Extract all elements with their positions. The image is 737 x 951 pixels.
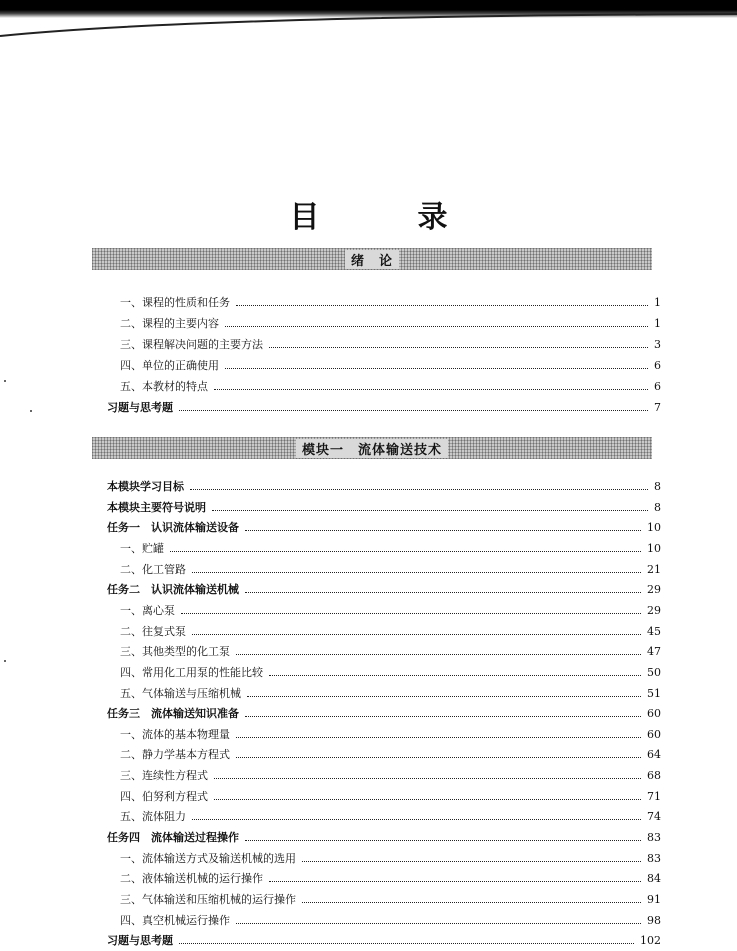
- toc-entry-label: 一、流体输送方式及输送机械的选用: [120, 851, 296, 865]
- toc-leader-dots: [269, 675, 641, 676]
- toc-entry-label: 二、往复式泵: [120, 624, 186, 638]
- toc-leader-dots: [181, 613, 641, 614]
- toc-page-number: 8: [654, 500, 661, 514]
- toc-leader-dots: [269, 881, 641, 882]
- toc-entry-label: 习题与思考题: [107, 401, 173, 414]
- toc-leader-dots: [225, 326, 648, 327]
- toc-page-number: 29: [647, 603, 661, 617]
- toc-leader-dots: [302, 861, 641, 862]
- toc-page-number: 71: [647, 789, 661, 803]
- toc-entry-label: 本模块学习目标: [107, 480, 184, 493]
- toc-page-number: 83: [647, 851, 661, 865]
- toc-entry: [120, 563, 661, 577]
- toc-leader-dots: [214, 389, 648, 390]
- toc-page-number: 102: [640, 934, 661, 948]
- toc-entry: [120, 687, 661, 701]
- toc-leader-dots: [179, 943, 634, 944]
- toc-entry-label: 二、课程的主要内容: [120, 317, 219, 330]
- section-banner-intro: [92, 248, 652, 270]
- toc-entry: [120, 852, 661, 866]
- toc-entry-label: 一、离心泵: [120, 603, 175, 617]
- toc-entry-label: 五、流体阻力: [120, 810, 186, 824]
- toc-page-number: 50: [647, 665, 661, 679]
- toc-leader-dots: [225, 368, 648, 369]
- toc-page-number: 74: [647, 810, 661, 824]
- toc-entry-label: 任务二 认识流体输送机械: [107, 583, 239, 597]
- toc-page-number: 6: [654, 380, 661, 393]
- toc-entry-label: 本模块主要符号说明: [107, 500, 206, 514]
- section-heading: 绪 论: [345, 250, 399, 269]
- toc-leader-dots: [192, 634, 641, 635]
- toc-entry: [120, 625, 661, 639]
- toc-entry: [120, 748, 661, 762]
- toc-entry: [107, 934, 661, 948]
- toc-entry: [120, 810, 661, 824]
- toc-leader-dots: [269, 347, 648, 348]
- toc-leader-dots: [302, 902, 641, 903]
- toc-entry-label: 一、流体的基本物理量: [120, 727, 230, 741]
- toc-leader-dots: [170, 551, 641, 552]
- toc-leader-dots: [214, 799, 641, 800]
- toc-entry: [107, 707, 661, 721]
- toc-entry: [107, 521, 661, 535]
- toc-leader-dots: [236, 654, 641, 655]
- toc-page-number: 98: [647, 913, 661, 927]
- toc-leader-dots: [236, 737, 641, 738]
- toc-page-number: 3: [654, 338, 661, 351]
- toc-page-number: 51: [647, 686, 661, 700]
- toc-page-number: 1: [654, 317, 661, 330]
- toc-page-number: 60: [647, 727, 661, 741]
- toc-leader-dots: [212, 510, 648, 511]
- toc-entry-label: 三、其他类型的化工泵: [120, 645, 230, 659]
- toc-entry-label: 四、单位的正确使用: [120, 359, 219, 372]
- toc-leader-dots: [236, 305, 648, 306]
- toc-entry-label: 三、连续性方程式: [120, 769, 208, 783]
- toc-leader-dots: [245, 530, 641, 531]
- toc-entry-label: 一、课程的性质和任务: [120, 296, 230, 309]
- toc-leader-dots: [192, 819, 641, 820]
- toc-entry-label: 五、气体输送与压缩机械: [120, 686, 241, 700]
- toc-page-number: 60: [647, 707, 661, 721]
- toc-entry: [120, 790, 661, 804]
- toc-entry: [120, 769, 661, 783]
- toc-leader-dots: [236, 757, 641, 758]
- toc-leader-dots: [236, 923, 641, 924]
- toc-entry-label: 习题与思考题: [107, 934, 173, 948]
- toc-entry-label: 任务一 认识流体输送设备: [107, 521, 239, 535]
- toc-entry: [120, 317, 661, 331]
- toc-entry: [120, 380, 661, 394]
- toc-leader-dots: [190, 489, 648, 490]
- toc-entry: [120, 542, 661, 556]
- toc-entry-label: 三、课程解决问题的主要方法: [120, 338, 263, 351]
- toc-entry-label: 二、液体输送机械的运行操作: [120, 872, 263, 886]
- toc-entry: [107, 501, 661, 515]
- toc-page-number: 21: [647, 562, 661, 576]
- toc-entry: [120, 914, 661, 928]
- toc-entry: [107, 583, 661, 597]
- toc-entry-label: 四、真空机械运行操作: [120, 913, 230, 927]
- toc-page-number: 84: [647, 872, 661, 886]
- toc-entry: [120, 666, 661, 680]
- toc-leader-dots: [247, 696, 641, 697]
- toc-entry: [120, 604, 661, 618]
- toc-leader-dots: [192, 572, 641, 573]
- scan-speck: [4, 660, 6, 662]
- page-edge-curve: [0, 8, 737, 38]
- toc-entry-label: 四、伯努利方程式: [120, 789, 208, 803]
- toc-entry: [120, 338, 661, 352]
- toc-page-number: 10: [647, 541, 661, 555]
- toc-page-number: 91: [647, 893, 661, 906]
- toc-page-number: 8: [654, 480, 661, 493]
- toc-entry: [107, 831, 661, 845]
- section-heading: 模块一 流体输送技术: [296, 439, 448, 458]
- toc-page-number: 45: [647, 624, 661, 638]
- toc-page-number: 83: [647, 831, 661, 845]
- toc-entry: [120, 359, 661, 373]
- toc-entry-label: 任务三 流体输送知识准备: [107, 707, 239, 721]
- toc-entry: [120, 728, 661, 742]
- toc-page-number: 10: [647, 521, 661, 535]
- toc-leader-dots: [245, 716, 641, 717]
- toc-page-number: 29: [647, 583, 661, 597]
- section-banner-module-1: [92, 437, 652, 459]
- toc-entry: [107, 401, 661, 415]
- toc-leader-dots: [179, 410, 648, 411]
- toc-page-number: 1: [654, 296, 661, 309]
- toc-page-number: 6: [654, 359, 661, 372]
- toc-entry: [120, 645, 661, 659]
- toc-entry-label: 四、常用化工用泵的性能比较: [120, 665, 263, 679]
- toc-page-number: 7: [654, 401, 661, 414]
- toc-entry-label: 五、本教材的特点: [120, 380, 208, 393]
- toc-leader-dots: [214, 778, 641, 779]
- toc-leader-dots: [245, 840, 641, 841]
- scan-speck: [30, 410, 32, 412]
- page-title: 目 录: [289, 200, 482, 236]
- toc-entry-label: 二、化工管路: [120, 562, 186, 576]
- toc-entry-label: 任务四 流体输送过程操作: [107, 831, 239, 845]
- toc-entry-label: 二、静力学基本方程式: [120, 748, 230, 762]
- toc-leader-dots: [245, 592, 641, 593]
- toc-page-number: 47: [647, 645, 661, 659]
- toc-entry-label: 三、气体输送和压缩机械的运行操作: [120, 893, 296, 906]
- toc-entry-label: 一、贮罐: [120, 541, 164, 555]
- toc-entry: [120, 893, 661, 907]
- toc-entry: [120, 872, 661, 886]
- toc-page-number: 68: [647, 769, 661, 783]
- toc-entry: [120, 296, 661, 310]
- toc-entry: [107, 480, 661, 494]
- toc-page-number: 64: [647, 748, 661, 762]
- scan-speck: [4, 380, 6, 382]
